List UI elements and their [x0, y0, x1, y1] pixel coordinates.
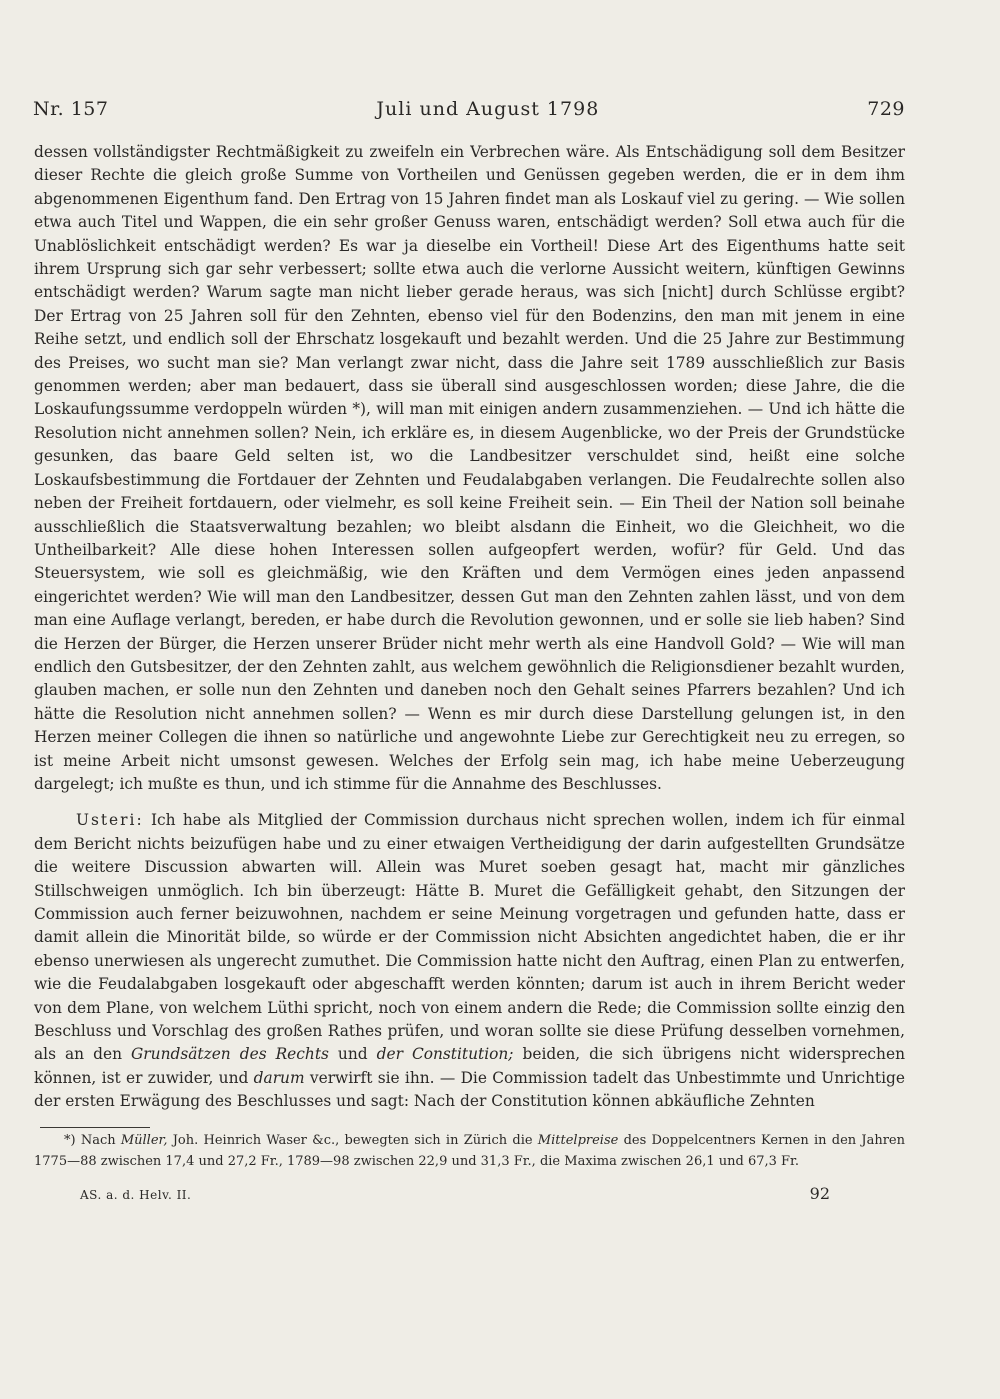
running-title: Juli und August 1798	[376, 98, 600, 120]
emphasis-text: darum	[253, 1068, 305, 1087]
footnote-emphasis: Müller,	[120, 1133, 168, 1148]
paragraph-usteri	[34, 809, 905, 1113]
footnote	[34, 1130, 905, 1172]
speaker-name: Usteri:	[76, 811, 144, 830]
emphasis-text: Grundsätzen des Rechts	[131, 1045, 329, 1064]
paragraph-text: und	[328, 1045, 377, 1064]
footnote-text: Joh. Heinrich Waser &c., bewegten sich in Zürich die	[167, 1133, 538, 1148]
paragraph-text: verwirft sie ihn. — Die Commission tadelt das Unbestimmte und Unrichtige der ersten Erwägung des Beschlusses und sagt: Nach der Constitution können abkäufliche Zehnten	[34, 1068, 905, 1111]
paragraph-text: Ich habe als Mitglied der Commission durchaus nicht sprechen wollen, indem ich für einmal dem Bericht nichts beizufügen habe und zu einer etwaigen Vertheidigung der darin aufgestellten Grundsätze die weitere Discussion abwarten will. Allein was Muret soeben gesagt hat, macht mir gänzliches Stillschweigen unmöglich. Ich bin überzeugt: Hätte B. Muret die Gefälligkeit gehabt, den Sitzungen der Commission auch ferner beizuwohnen, nachdem er seine Meinung vorgetragen und gefunden hatte, dass er damit allein die Minorität bilde, so würde er der Commission nicht Absichten angedichtet haben, die er ihr ebenso unerwiesen als ungerecht zumuthet. Die Commission hatte nicht den Auftrag, einen Plan zu entwerfen, wie die Feudalabgaben losgekauft oder abgeschafft werden könnten; darum ist auch in ihrem Bericht weder von dem Plane, von welchem Lüthi spricht, noch von einem andern die Rede; die Commission sollte einzig den Beschluss und Vorschlag des großen Rathes prüfen, und woran sollte sie diese Prüfung desselben vornehmen, als an den	[34, 811, 905, 1064]
signature-mark: AS. a. d. Helv. II.	[80, 1188, 192, 1202]
running-header	[33, 98, 905, 120]
paragraph-text: beiden, die sich übrigens nicht widersprechen können, ist er zuwider, und	[34, 1045, 905, 1087]
body-text	[34, 141, 905, 1114]
footnote-divider	[40, 1127, 150, 1128]
sheet-number: 92	[809, 1184, 830, 1203]
footnote-text: *) Nach	[64, 1133, 121, 1148]
paragraph-continuation: dessen vollständigster Rechtmäßigkeit zu zweifeln ein Verbrechen wäre. Als Entschädigung soll dem Besitzer dieser Rechte die gleich große Summe von Vortheilen und Genüssen gegeben werden, die er in dem ihm abgenommenen Eigenthum fand. Den Ertrag von 15 Jahren findet man als Loskauf viel zu gering. — Wie sollen etwa auch Titel und Wappen, die ein sehr großer Genuss waren, entschädigt werden? Soll etwa auch für die Unablöslichkeit entschädigt werden? Es war ja dieselbe ein Vortheil! Diese Art des Eigenthums hatte seit ihrem Ursprung sich gar sehr verbessert; sollte etwa auch die verlorne Aussicht weitern, künftigen Gewinns entschädigt werden? Warum sagte man nicht lieber gerade heraus, was sich [nicht] durch Schlüsse ergibt? Der Ertrag von 25 Jahren soll für den Zehnten, ebenso viel für den Bodenzins, den man mit jenem in eine Reihe setzt, und endlich soll der Ehrschatz losgekauft und bezahlt werden. Und die 25 Jahre zur Bestimmung des Preises, wo sucht man sie? Man verlangt zwar nicht, dass die Jahre seit 1789 ausschließlich zur Basis genommen werden; aber man bedauert, dass sie überall sind ausgeschlossen worden; diese Jahre, die die Loskaufungssumme verdoppeln würden *), will man mit einigen andern zusammenziehen. — Und ich hätte die Resolution nicht annehmen sollen? Nein, ich erkläre es, in diesem Augenblicke, wo der Preis der Grundstücke gesunken, das baare Geld selten ist, wo die Landbesitzer verschuldet sind, heißt eine solche Loskaufsbestimmung die Fortdauer der Zehnten und Feudalabgaben verlangen. Die Feudalrechte sollen also neben der Freiheit fortdauern, oder vielmehr, es soll keine Freiheit sein. — Ein Theil der Nation soll beinahe ausschließlich die Staatsverwaltung bezahlen; wo bleibt alsdann die Einheit, wo die Gleichheit, wo die Untheilbarkeit? Alle diese hohen Interessen sollen aufgeopfert werden, wofür? für Geld. Und das Steuersystem, wie soll es gleichmäßig, wie den Kräften und dem Vermögen eines jeden anpassend eingerichtet werden? Wie will man den Landbesitzer, dessen Gut man den Zehnten zahlen lässt, und von dem man eine Auflage verlangt, bereden, er habe durch die Revolution gewonnen, und er solle sie lieb haben? Sind die Herzen der Bürger, die Herzen unserer Brüder nicht mehr werth als eine Handvoll Gold? — Wie will man endlich den Gutsbesitzer, der den Zehnten zahlt, aus welchem gewöhnlich die Religionsdiener bezahlt wurden, glauben machen, er solle nun den Zehnten und daneben noch den Gehalt seines Pfarrers bezahlen? Und ich hätte die Resolution nicht annehmen sollen? — Wenn es mir durch diese Darstellung gelungen ist, in den Herzen meiner Collegen die ihnen so natürliche und angewohnte Liebe zur Gerechtigkeit neu zu erregen, so ist meine Arbeit nicht umsonst gewesen. Welches der Erfolg sein mag, ich habe meine Ueberzeugung dargelegt; ich mußte es thun, und ich stimme für die Annahme des Beschlusses.	[34, 143, 905, 793]
page-footer	[80, 1184, 830, 1203]
emphasis-text: der Constitution;	[376, 1045, 514, 1064]
footnote-text: des Doppelcentners Kernen in den Jahren 1775—88 zwischen 17,4 und 27,2 Fr., 1789—98 zwischen 22,9 und 31,3 Fr., die Maxima zwischen 26,1 und 67,3 Fr.	[34, 1133, 905, 1169]
footnote-emphasis: Mittelpreise	[537, 1133, 619, 1148]
page-number: 729	[867, 98, 905, 120]
issue-number: Nr. 157	[33, 98, 109, 120]
